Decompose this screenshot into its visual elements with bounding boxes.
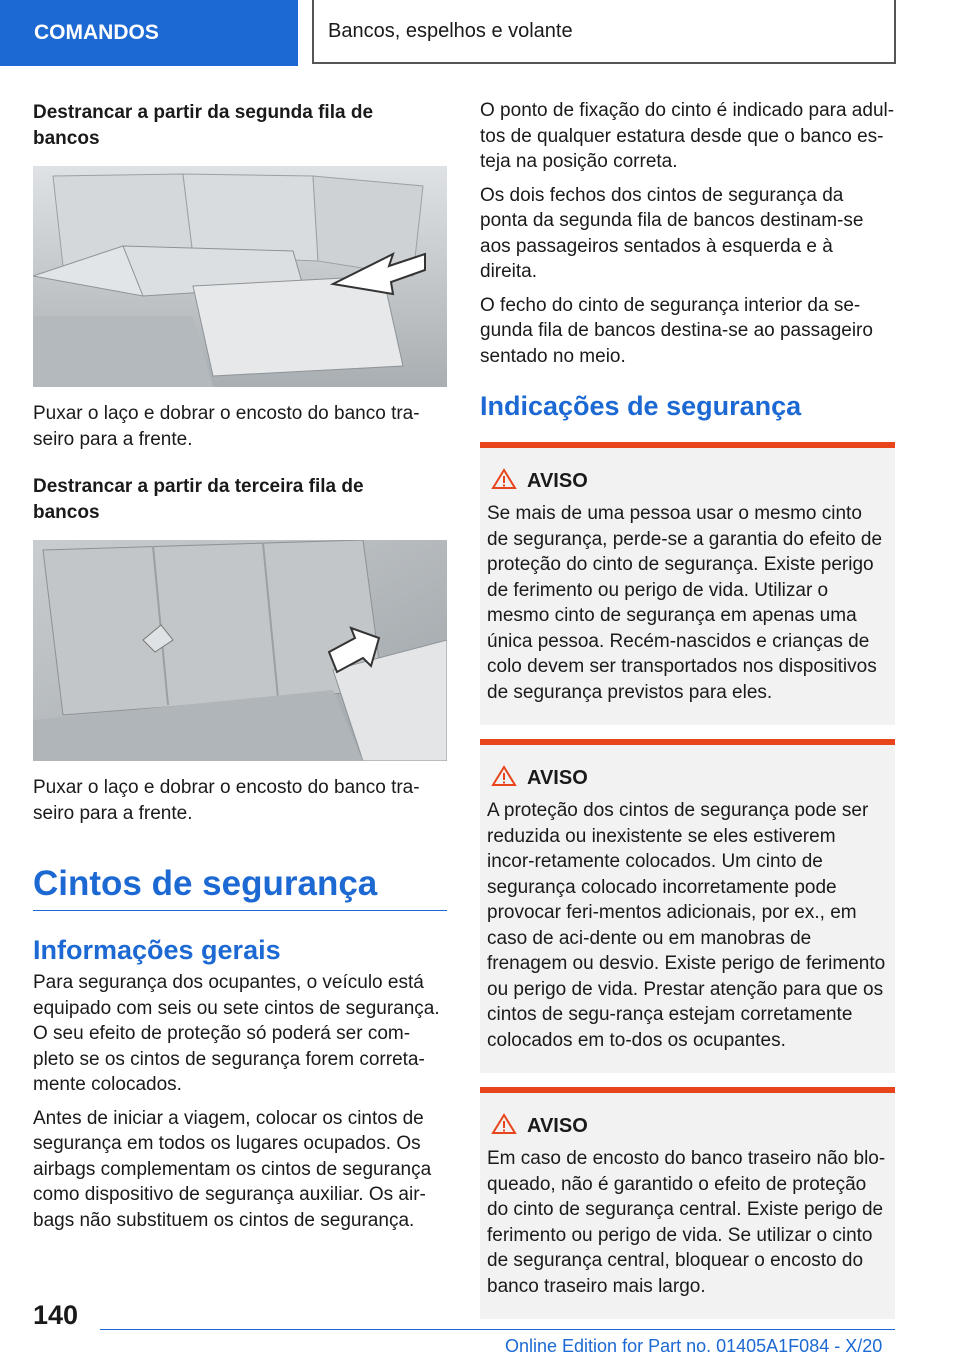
warning-text: Em caso de encosto do banco traseiro não blo-queado, não é garantido o efeito de proteção do cinto de segurança central. Existe perigo de ferimento ou perigo de vida. Se utilizar o cinto de segurança central, bloquear o encosto do banco traseiro mais largo. [487, 1148, 886, 1297]
warning-box-2 [480, 739, 895, 1073]
warning-text: Se mais de uma pessoa usar o mesmo cinto de segurança, perde-se a garantia do efeito de proteção do cinto de segurança. Existe perigo de ferimento ou perigo de vida. Utilizar o mesmo cinto de segurança em apenas uma única pessoa. Recém-nascidos e crianças de colo devem ser transportados nos dispositivos de segurança previstos para eles. [487, 503, 883, 703]
warning-triangle-icon [491, 1113, 517, 1140]
subheading-second-row: Destrancar a partir da segunda fila de bancos [33, 102, 374, 149]
footer-edition-link[interactable]: Online Edition for Part no. 01405A1F084 - X/20 [505, 1336, 883, 1356]
paragraph-general-1: Para segurança dos ocupantes, o veículo está equipado com seis ou sete cintos de segurança. O seu efeito de proteção só poderá ser com-pleto se os cintos de segurança forem correta-mente colocados. [33, 972, 440, 1095]
seat-photo-third-row [33, 540, 447, 761]
seat-photo-second-row [33, 166, 447, 387]
subsection-heading-general: Informações gerais [33, 935, 281, 965]
subheading-third-row: Destrancar a partir da terceira fila de bancos [33, 476, 364, 523]
warning-triangle-icon [491, 765, 517, 792]
warning-title: AVISO [527, 1115, 588, 1137]
paragraph-outer-buckles: Os dois fechos dos cintos de segurança da ponta da segunda fila de bancos destinam-se aos passageiros sentados à esquerda e à direita. [480, 184, 864, 282]
warning-title: AVISO [527, 470, 588, 492]
page-number: 140 [33, 1300, 79, 1330]
right-column [480, 98, 895, 1319]
paragraph-inner-buckle: O fecho do cinto de segurança interior da se-gunda fila de bancos destina-se ao passageiro sentado no meio. [480, 294, 873, 367]
left-column [33, 100, 447, 1233]
caption-third-row: Puxar o laço e dobrar o encosto do banco tra-seiro para a frente. [33, 777, 420, 824]
warning-box-3 [480, 1087, 895, 1319]
warning-box-1 [480, 442, 895, 725]
warning-text: A proteção dos cintos de segurança pode ser reduzida ou inexistente se eles estiverem incor-retamente colocados. Um cinto de segurança colocado incorretamente pode provocar feri-mentos adicionais, por ex., em caso de aci-dente ou em manobras de frenagem ou desvio. Existe perigo de ferimento ou perigo de vida. Prestar atenção para que os cintos de segu-rança estejam corretamente colocados em to-dos os ocupantes. [487, 800, 886, 1051]
section-heading-seat-belts: Cintos de segurança [33, 864, 447, 911]
paragraph-general-2: Antes de iniciar a viagem, colocar os cintos de segurança em todos os lugares ocupados. Os airbags complementam os cintos de segurança como dispositivo de segurança auxiliar. Os air-bags não substituem os cintos de segurança. [33, 1107, 432, 1231]
paragraph-belt-anchor: O ponto de fixação do cinto é indicado para adul-tos de qualquer estatura desde que o banco es-teja na posição correta. [480, 100, 895, 172]
footer-divider [100, 1329, 895, 1330]
caption-second-row: Puxar o laço e dobrar o encosto do banco tra-seiro para a frente. [33, 403, 420, 450]
chapter-title: Bancos, espelhos e volante [312, 0, 896, 64]
section-tab: COMANDOS [0, 0, 298, 66]
warning-title: AVISO [527, 767, 588, 789]
subsection-heading-safety: Indicações de segurança [480, 391, 802, 421]
warning-triangle-icon [491, 468, 517, 495]
